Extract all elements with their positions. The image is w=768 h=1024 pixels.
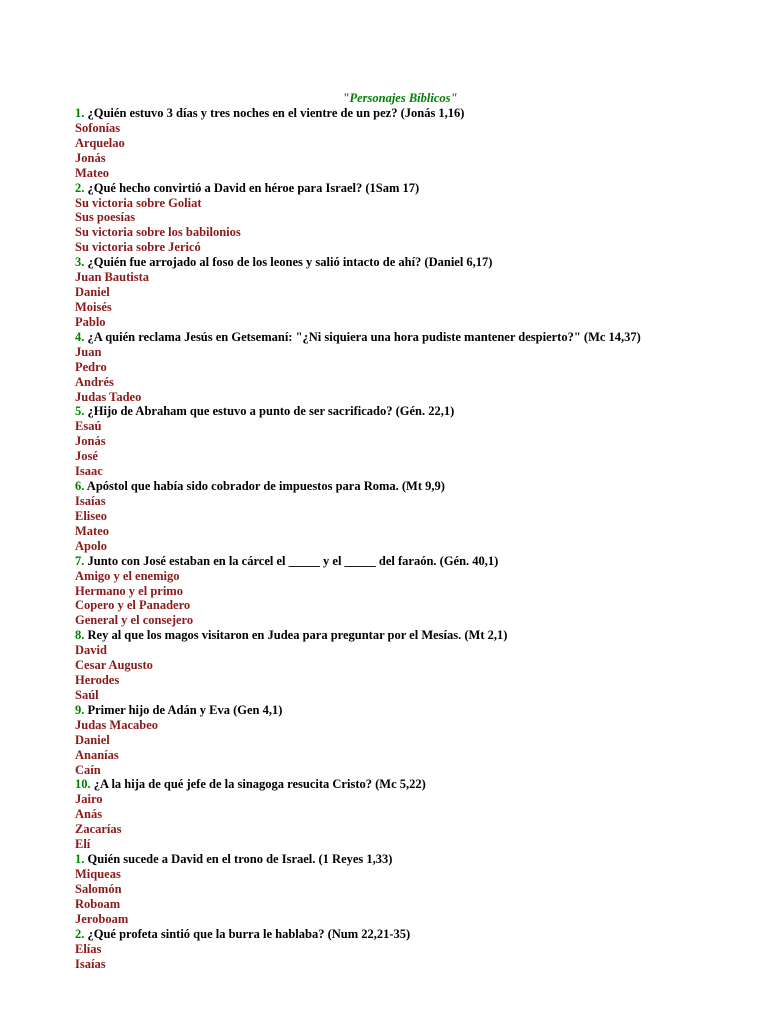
question-number: 9.: [75, 702, 85, 717]
question-number: 5.: [75, 404, 85, 419]
question-line: [75, 181, 755, 196]
answer-option: Zacarías: [75, 822, 122, 837]
answer-option: Saúl: [75, 687, 99, 702]
question-number: 10.: [75, 777, 91, 792]
question-number: 1.: [75, 852, 85, 867]
answer-option: Juan: [75, 344, 102, 359]
answer-option: Arquelao: [75, 135, 125, 150]
question-text: ¿A quién reclama Jesús en Getsemaní: "¿Ni siquiera una hora pudiste mantener despierto?" (Mc 14,37): [84, 329, 641, 344]
answer-option: Eliseo: [75, 508, 107, 523]
answer-option: Judas Tadeo: [75, 389, 142, 404]
answer-option: Elí: [75, 837, 91, 852]
question-text: Rey al que los magos visitaron en Judea para preguntar por el Mesías. (Mt 2,1): [84, 628, 508, 643]
question-text: ¿Quién fue arrojado al foso de los leones y salió intacto de ahí? (Daniel 6,17): [84, 255, 493, 270]
answer-option: Jairo: [75, 792, 103, 807]
question-line: [75, 852, 755, 867]
answer-option: Su victoria sobre Goliat: [75, 195, 202, 210]
answer-option: Isaías: [75, 493, 106, 508]
answer-option: Pablo: [75, 314, 106, 329]
answer-option: Daniel: [75, 732, 110, 747]
question-number: 7.: [75, 553, 85, 568]
question-line: [75, 777, 755, 792]
answer-option: Esaú: [75, 419, 102, 434]
question-line: [75, 255, 755, 270]
answer-option: Herodes: [75, 673, 120, 688]
question-text: ¿Qué profeta sintió que la burra le hablaba? (Num 22,21-35): [84, 926, 411, 941]
answer-option: Isaías: [75, 956, 106, 971]
question-text: ¿Hijo de Abraham que estuvo a punto de ser sacrificado? (Gén. 22,1): [84, 404, 455, 419]
answer-option: Su victoria sobre los babilonios: [75, 225, 241, 240]
answer-option: Isaac: [75, 464, 103, 479]
answer-option: Hermano y el primo: [75, 583, 183, 598]
question-text: ¿Quién estuvo 3 días y tres noches en el vientre de un pez? (Jonás 1,16): [84, 106, 465, 120]
answer-option: Salomón: [75, 881, 122, 896]
answer-option: Apolo: [75, 538, 107, 553]
answer-option: David: [75, 643, 107, 658]
answer-option: Mateo: [75, 165, 110, 180]
question-line: [75, 554, 755, 569]
question-line: [75, 479, 755, 494]
answer-option: Ananías: [75, 747, 119, 762]
answer-option: José: [75, 449, 98, 464]
answer-option: Su victoria sobre Jericó: [75, 240, 201, 255]
question-number: 2.: [75, 926, 85, 941]
answer-option: Roboam: [75, 896, 121, 911]
answer-option: Caín: [75, 762, 101, 777]
answer-option: Sus poesías: [75, 210, 136, 225]
answer-option: Pedro: [75, 359, 107, 374]
answer-option: Daniel: [75, 285, 110, 300]
question-line: [75, 927, 755, 942]
answer-option: Copero y el Panadero: [75, 598, 191, 613]
question-number: 3.: [75, 255, 85, 270]
question-number: 6.: [75, 479, 85, 494]
question-number: 2.: [75, 180, 85, 195]
question-line: [75, 628, 755, 643]
question-number: 4.: [75, 329, 85, 344]
answer-option: Judas Macabeo: [75, 717, 158, 732]
quiz-content: [75, 106, 755, 971]
answer-option: Moisés: [75, 299, 112, 314]
question-line: [75, 703, 755, 718]
answer-option: Juan Bautista: [75, 270, 149, 285]
answer-option: Amigo y el enemigo: [75, 568, 180, 583]
answer-option: Elías: [75, 941, 102, 956]
question-line: [75, 404, 755, 419]
question-line: [75, 330, 755, 345]
document-title: "Personajes Bíblicos": [342, 91, 458, 105]
answer-option: General y el consejero: [75, 613, 194, 628]
question-text: Quién sucede a David en el trono de Israel. (1 Reyes 1,33): [84, 852, 393, 867]
question-text: Apóstol que había sido cobrador de impuestos para Roma. (Mt 9,9): [84, 479, 445, 494]
question-number: 1.: [75, 106, 85, 120]
answer-option: Miqueas: [75, 867, 121, 882]
answer-option: Andrés: [75, 374, 114, 389]
answer-option: Cesar Augusto: [75, 658, 153, 673]
answer-option: Jonás: [75, 434, 106, 449]
question-line: [75, 106, 755, 121]
question-text: Junto con José estaban en la cárcel el _____ y el _____ del faraón. (Gén. 40,1): [84, 553, 499, 568]
answer-option: Mateo: [75, 523, 110, 538]
question-text: Primer hijo de Adán y Eva (Gen 4,1): [84, 702, 283, 717]
answer-option: Sofonías: [75, 120, 121, 135]
answer-option: Anás: [75, 807, 103, 822]
question-number: 8.: [75, 628, 85, 643]
question-text: ¿A la hija de qué jefe de la sinagoga resucita Cristo? (Mc 5,22): [90, 777, 426, 792]
answer-option: Jeroboam: [75, 911, 129, 926]
answer-option: Jonás: [75, 150, 106, 165]
question-text: ¿Qué hecho convirtió a David en héroe para Israel? (1Sam 17): [84, 180, 420, 195]
